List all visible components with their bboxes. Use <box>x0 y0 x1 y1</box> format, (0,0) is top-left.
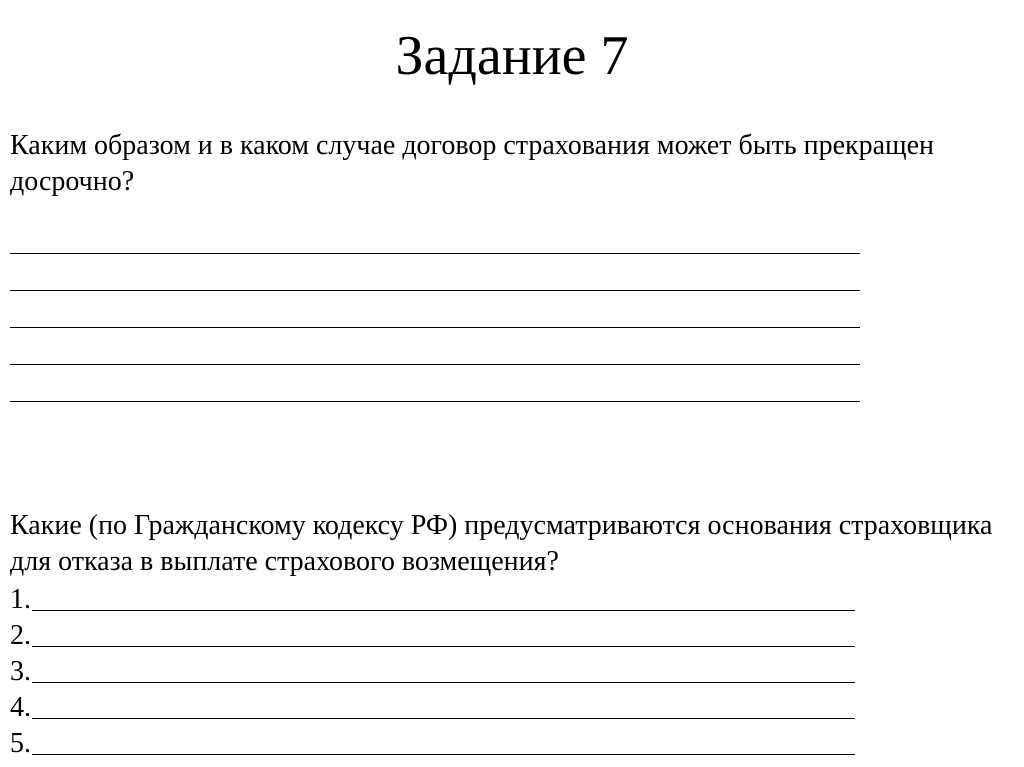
answer-line <box>10 328 860 365</box>
list-item-number: 1. <box>10 584 31 615</box>
answer-line <box>10 217 860 254</box>
list-item <box>10 582 855 618</box>
answer-line <box>32 610 855 611</box>
question-2-text: Какие (по Гражданскому кодексу РФ) предусматриваются основания страховщика для отказа в выплате страхового возмещения? <box>10 510 993 577</box>
answer-line <box>32 682 855 683</box>
answer-line <box>10 254 860 291</box>
question-1-text: Каким образом и в каком случае договор страхования может быть прекращен досрочно? <box>10 130 935 197</box>
list-item-number: 5. <box>10 728 31 759</box>
list-item <box>10 690 855 726</box>
answer-line <box>32 754 855 755</box>
list-item <box>10 654 855 690</box>
question-1-answer-lines <box>10 217 860 402</box>
answer-line <box>10 291 860 328</box>
answer-line <box>32 646 855 647</box>
question-2-numbered-list <box>10 582 855 762</box>
list-item-number: 2. <box>10 620 31 651</box>
answer-line <box>32 718 855 719</box>
list-item <box>10 618 855 654</box>
list-item-number: 4. <box>10 692 31 723</box>
page-title: Задание 7 <box>395 25 629 87</box>
list-item-number: 3. <box>10 656 31 687</box>
answer-line <box>10 365 860 402</box>
list-item <box>10 726 855 762</box>
